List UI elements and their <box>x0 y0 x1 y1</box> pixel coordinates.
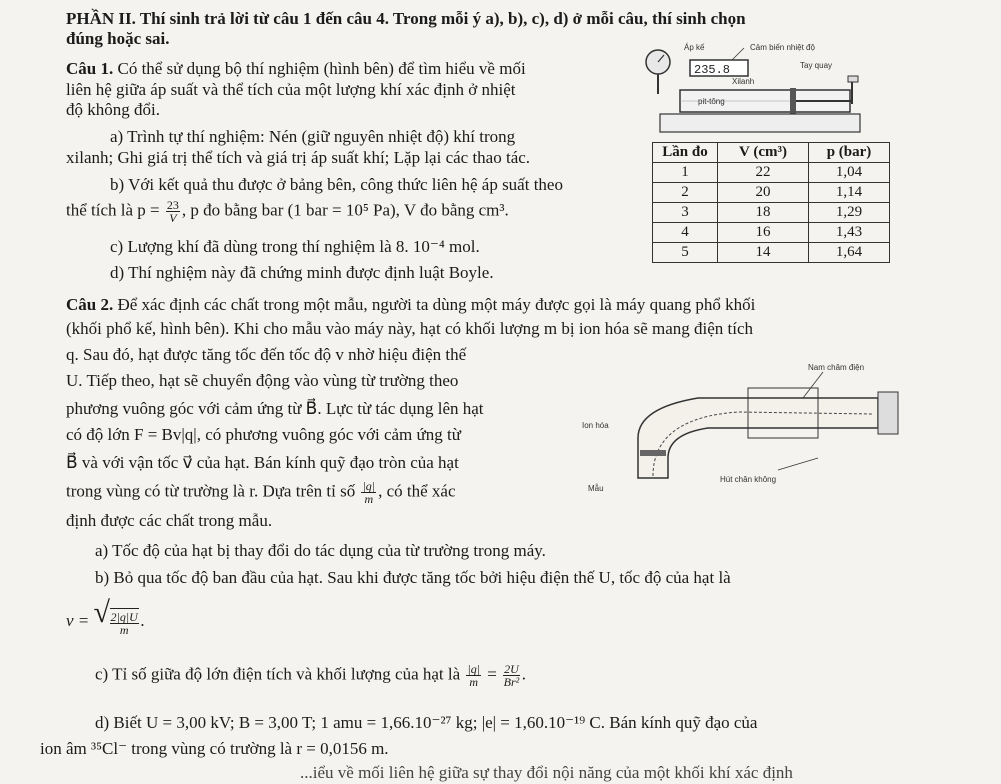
table-cell: 1,29 <box>809 203 890 223</box>
sample-label: Mẫu <box>588 484 604 493</box>
table-cell: 3 <box>653 203 718 223</box>
q2-spectrometer-figure <box>578 358 908 498</box>
q2-c-frac1-num: |q| <box>467 662 481 676</box>
q1-b-formula-post: , p đo bằng bar (1 bar = 10⁵ Pa), V đo bằng cm³. <box>181 200 509 220</box>
q1-statement-a-cont: xilanh; Ghi giá trị thể tích và giá trị áp suất khí; Lặp lại các thao tác. <box>66 148 531 167</box>
cylinder-label: Xilanh <box>732 77 755 86</box>
table-cell: 4 <box>653 223 718 243</box>
q2-c-text: c) Tỉ số giữa độ lớn điện tích và khối lượng của hạt là <box>95 664 461 684</box>
table-header-row <box>653 143 890 163</box>
q2-statement-a: a) Tốc độ của hạt bị thay đổi do tác dụng của từ trường trong máy. <box>95 541 546 560</box>
q1-statement-c: c) Lượng khí đã dùng trong thí nghiệm là 8. 10⁻⁴ mol. <box>110 237 480 256</box>
piston-label: pit-tông <box>698 97 725 106</box>
handle-label: Tay quay <box>800 61 833 70</box>
table-cell: 1,43 <box>809 223 890 243</box>
q2-label: Câu 2. <box>66 295 114 314</box>
q1-b-formula-pre: thể tích là p = <box>66 200 160 220</box>
magnet-label: Nam châm điện <box>808 363 865 372</box>
display-value: 235.8 <box>694 63 731 77</box>
velocity-lhs: v = <box>66 610 90 630</box>
q2-c-frac2 <box>503 663 520 688</box>
part-heading: PHẦN II. Thí sinh trả lời từ câu 1 đến câu 4. Trong mỗi ý a), b), c), d) ở mỗi câu, thí sinh chọn <box>66 9 746 28</box>
q1-intro-line1 <box>66 58 526 80</box>
q1-apparatus-figure <box>640 42 865 137</box>
velocity-frac-den: m <box>119 623 129 637</box>
table-row <box>653 203 890 223</box>
q2-statement-d: d) Biết U = 3,00 kV; B = 3,00 T; 1 amu = 1,66.10⁻²⁷ kg; |e| = 1,60.10⁻¹⁹ C. Bán kính quỹ đạo của <box>95 713 758 732</box>
apparatus-base <box>660 114 860 132</box>
q2-line4: U. Tiếp theo, hạt sẽ chuyển động vào vùng từ trường theo <box>66 371 459 390</box>
q1-statement-b: b) Với kết quả thu được ở bảng bên, công thức liên hệ áp suất theo <box>110 175 563 194</box>
q2-line8-post: , có thể xác <box>378 481 456 501</box>
gauge-label: Áp kế <box>684 43 705 52</box>
table-cell: 5 <box>653 243 718 263</box>
q1-b-fraction <box>166 199 180 224</box>
q2-c-frac2-den: Br² <box>503 675 520 689</box>
q2-line2: (khối phổ kế, hình bên). Khi cho mẫu vào máy này, hạt có khối lượng m bị ion hóa sẽ mang điện tích <box>66 319 754 338</box>
piston <box>790 88 796 114</box>
q2-c-frac1 <box>466 663 481 688</box>
crank-handle-icon <box>848 76 858 82</box>
accelerator-plate <box>640 450 666 456</box>
q1-label: Câu 1. <box>66 59 114 78</box>
ionization-label: Ion hóa <box>582 421 609 430</box>
q1-intro-line3: độ không đổi. <box>66 100 160 119</box>
table-cell: 14 <box>718 243 809 263</box>
table-cell: 16 <box>718 223 809 243</box>
q2-statement-d-cont: ion âm ³⁵Cl⁻ trong vùng có trường là r = 0,0156 m. <box>40 739 389 758</box>
table-cell: 1,64 <box>809 243 890 263</box>
q2-ratio-den: m <box>364 492 374 506</box>
q1-intro-line2: liên hệ giữa áp suất và thể tích của một lượng khí xác định ở nhiệt <box>66 80 516 99</box>
q1-intro-text: Có thể sử dụng bộ thí nghiệm (hình bên) để tìm hiểu về mối <box>117 59 526 78</box>
sensor-label: Cảm biến nhiệt độ <box>750 43 815 52</box>
q1-statement-b-cont <box>66 199 509 224</box>
table-cell: 18 <box>718 203 809 223</box>
sqrt-sign-icon: √ <box>93 596 110 629</box>
table-cell: 2 <box>653 183 718 203</box>
q2-line7: B⃗ và với vận tốc v⃗ của hạt. Bán kính quỹ đạo tròn của hạt <box>66 453 459 472</box>
table-row <box>653 243 890 263</box>
q2-c-equals: = <box>487 664 497 684</box>
table-cell: 1,14 <box>809 183 890 203</box>
q2-line1 <box>66 294 755 316</box>
q1-b-frac-den: V <box>169 211 177 225</box>
detector-icon <box>878 392 898 434</box>
table-header-cell: Lần đo <box>653 143 718 163</box>
table-cell: 1,04 <box>809 163 890 183</box>
q1-statement-d: d) Thí nghiệm này đã chứng minh được định luật Boyle. <box>110 263 494 282</box>
q2-ratio-num: |q| <box>362 479 376 493</box>
q2-line8 <box>66 480 456 505</box>
table-cell: 1 <box>653 163 718 183</box>
velocity-fraction <box>110 608 139 636</box>
table-row <box>653 163 890 183</box>
q2-line1-text: Để xác định các chất trong một mẫu, người ta dùng một máy được gọi là máy quang phổ khối <box>117 295 756 314</box>
table-row <box>653 223 890 243</box>
table-cell: 22 <box>718 163 809 183</box>
table-cell: 20 <box>718 183 809 203</box>
q2-line5: phương vuông góc với cảm ứng từ B⃗. Lực từ tác dụng lên hạt <box>66 399 484 418</box>
table-header-cell: p (bar) <box>809 143 890 163</box>
part-heading-cont: đúng hoặc sai. <box>66 29 170 48</box>
q2-c-frac1-den: m <box>469 675 479 689</box>
table-header-cell: V (cm³) <box>718 143 809 163</box>
next-question-partial: ...iểu về mối liên hệ giữa sự thay đổi nội năng của một khối khí xác định <box>300 763 793 782</box>
q2-statement-b: b) Bỏ qua tốc độ ban đầu của hạt. Sau khi được tăng tốc bởi hiệu điện thế U, tốc độ của hạt là <box>95 568 731 587</box>
q1-data-table <box>652 142 890 263</box>
q2-velocity-formula: v = √ $\frac{2|q|U}{m}$ . <box>66 596 146 637</box>
q2-line8-pre: trong vùng có từ trường là r. Dựa trên tỉ số <box>66 481 356 501</box>
vacuum-label: Hút chân không <box>720 475 777 484</box>
q2-line9: định được các chất trong mẫu. <box>66 511 273 530</box>
q2-c-frac2-num: 2U <box>504 662 519 676</box>
q2-line6: có độ lớn F = Bv|q|, có phương vuông góc với cảm ứng từ <box>66 425 461 444</box>
q2-ratio-fraction <box>361 480 376 505</box>
q2-line3: q. Sau đó, hạt được tăng tốc đến tốc độ v nhờ hiệu điện thế <box>66 345 467 364</box>
velocity-frac-num: 2|q|U <box>110 610 138 624</box>
q1-b-frac-num: 23 <box>166 198 179 212</box>
q1-statement-a: a) Trình tự thí nghiệm: Nén (giữ nguyên nhiệt độ) khí trong <box>110 127 516 146</box>
q2-statement-c: c) Tỉ số giữa độ lớn điện tích và khối lượng của hạt là $\frac{|q|}{m}$ = $\frac{2U}{\text{Br²}}$ . <box>95 662 527 689</box>
table-row <box>653 183 890 203</box>
